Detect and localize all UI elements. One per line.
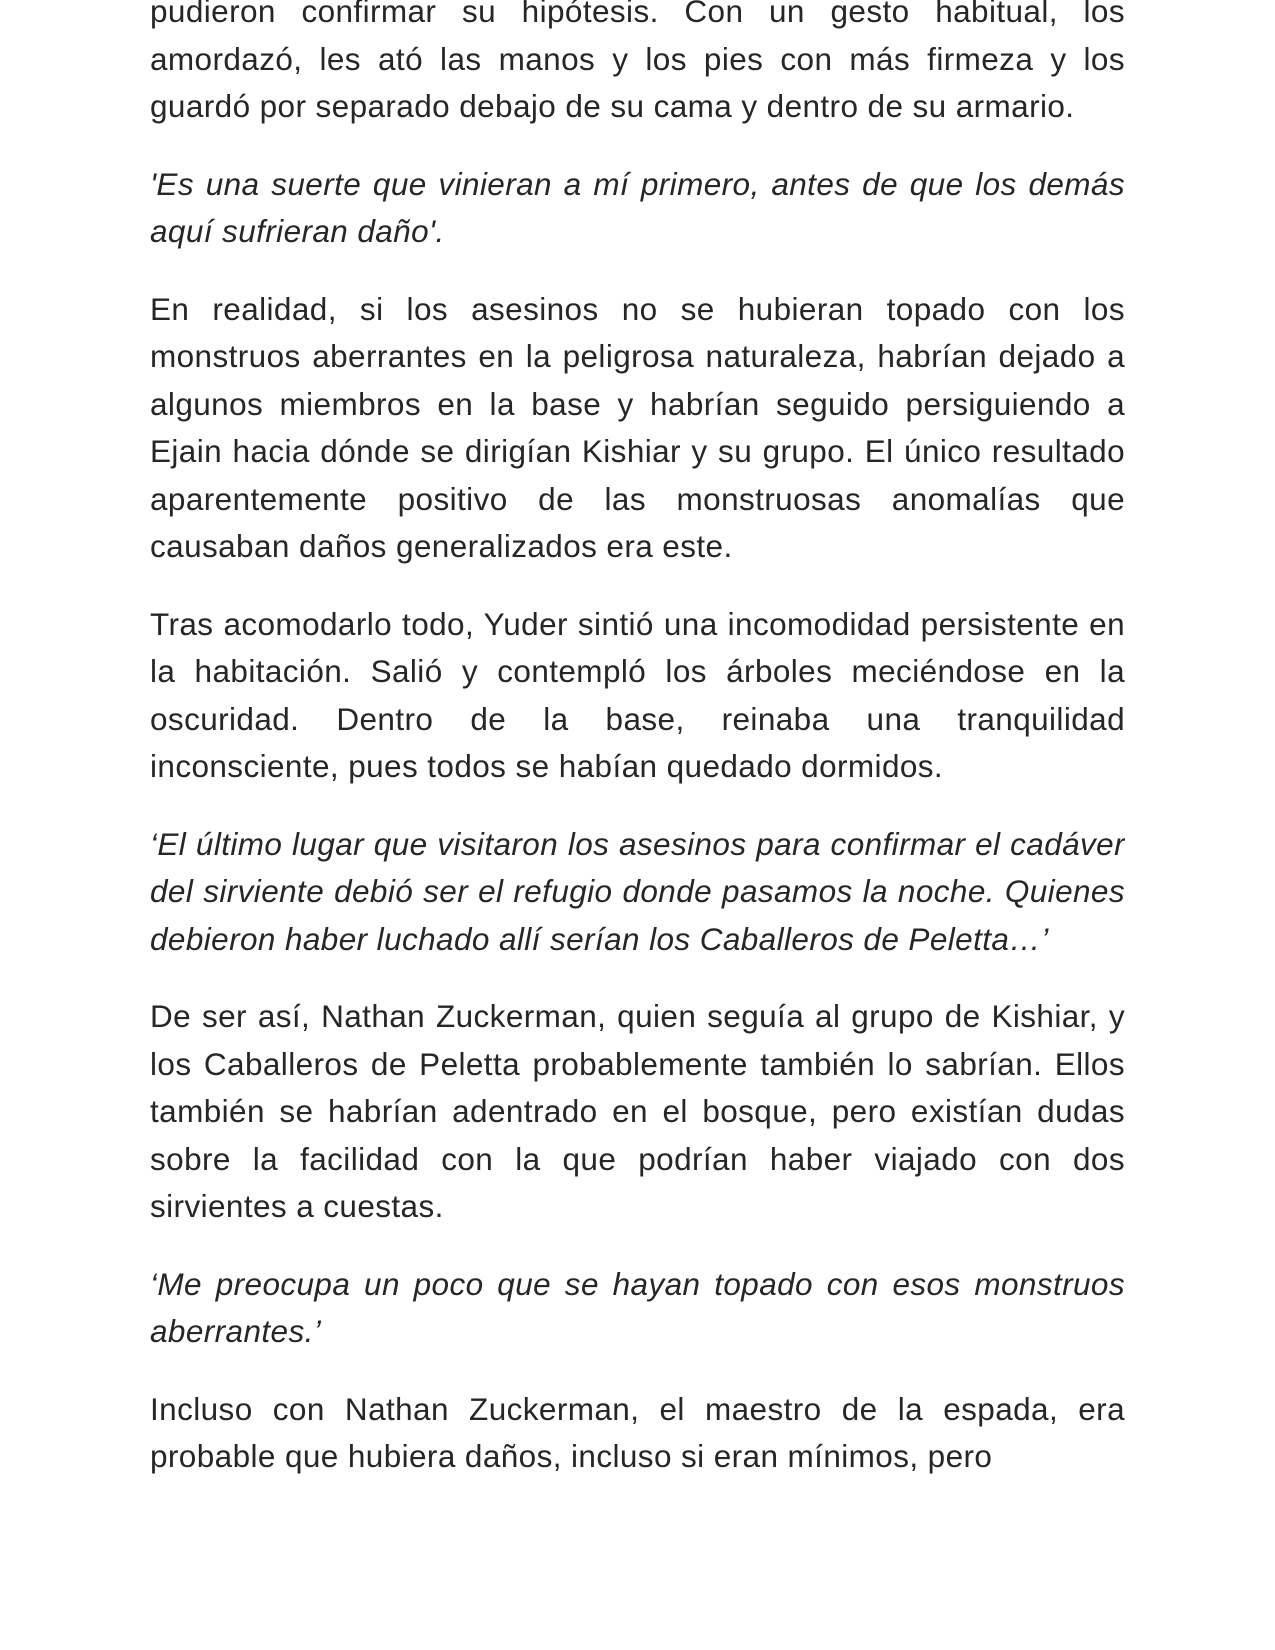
- paragraph-2-thought: 'Es una suerte que vinieran a mí primero, antes de que los demás aquí sufrieran daño'.: [150, 165, 1125, 249]
- document-page: [150, 0, 1125, 1650]
- document-body: [150, 0, 1125, 1481]
- paragraph-3: En realidad, si los asesinos no se hubieran topado con los monstruos aberrantes en la peligrosa naturaleza, habrían dejado a algunos miembros en la base y habrían seguido persiguiendo a Ejain hacia dónde se dirigían Kishiar y su grupo. El único resultado aparentemente positivo de las monstruosas anomalías que causaban daños generalizados era este.: [150, 290, 1125, 564]
- paragraph-6: De ser así, Nathan Zuckerman, quien seguía al grupo de Kishiar, y los Caballeros de Peletta probablemente también lo sabrían. Ellos también se habrían adentrado en el bosque, pero existían dudas sobre la facilidad con la que podrían haber viajado con dos sirvientes a cuestas.: [150, 998, 1125, 1224]
- paragraph-8: Incluso con Nathan Zuckerman, el maestro de la espada, era probable que hubiera daños, incluso si eran mínimos, pero: [150, 1390, 1125, 1474]
- paragraph-5-thought: ‘El último lugar que visitaron los asesinos para confirmar el cadáver del sirviente debió ser el refugio donde pasamos la noche. Quienes debieron haber luchado allí serían los Caballeros de Peletta…’: [150, 825, 1125, 957]
- paragraph-4: Tras acomodarlo todo, Yuder sintió una incomodidad persistente en la habitación. Salió y contempló los árboles meciéndose en la oscuridad. Dentro de la base, reinaba una tranquilidad inconsciente, pues todos se habían quedado dormidos.: [150, 605, 1125, 784]
- paragraph-1: pudieron confirmar su hipótesis. Con un gesto habitual, los amordazó, les ató las manos y los pies con más firmeza y los guardó por separado debajo de su cama y dentro de su armario.: [150, 0, 1125, 124]
- paragraph-7-thought: ‘Me preocupa un poco que se hayan topado con esos monstruos aberrantes.’: [150, 1265, 1125, 1349]
